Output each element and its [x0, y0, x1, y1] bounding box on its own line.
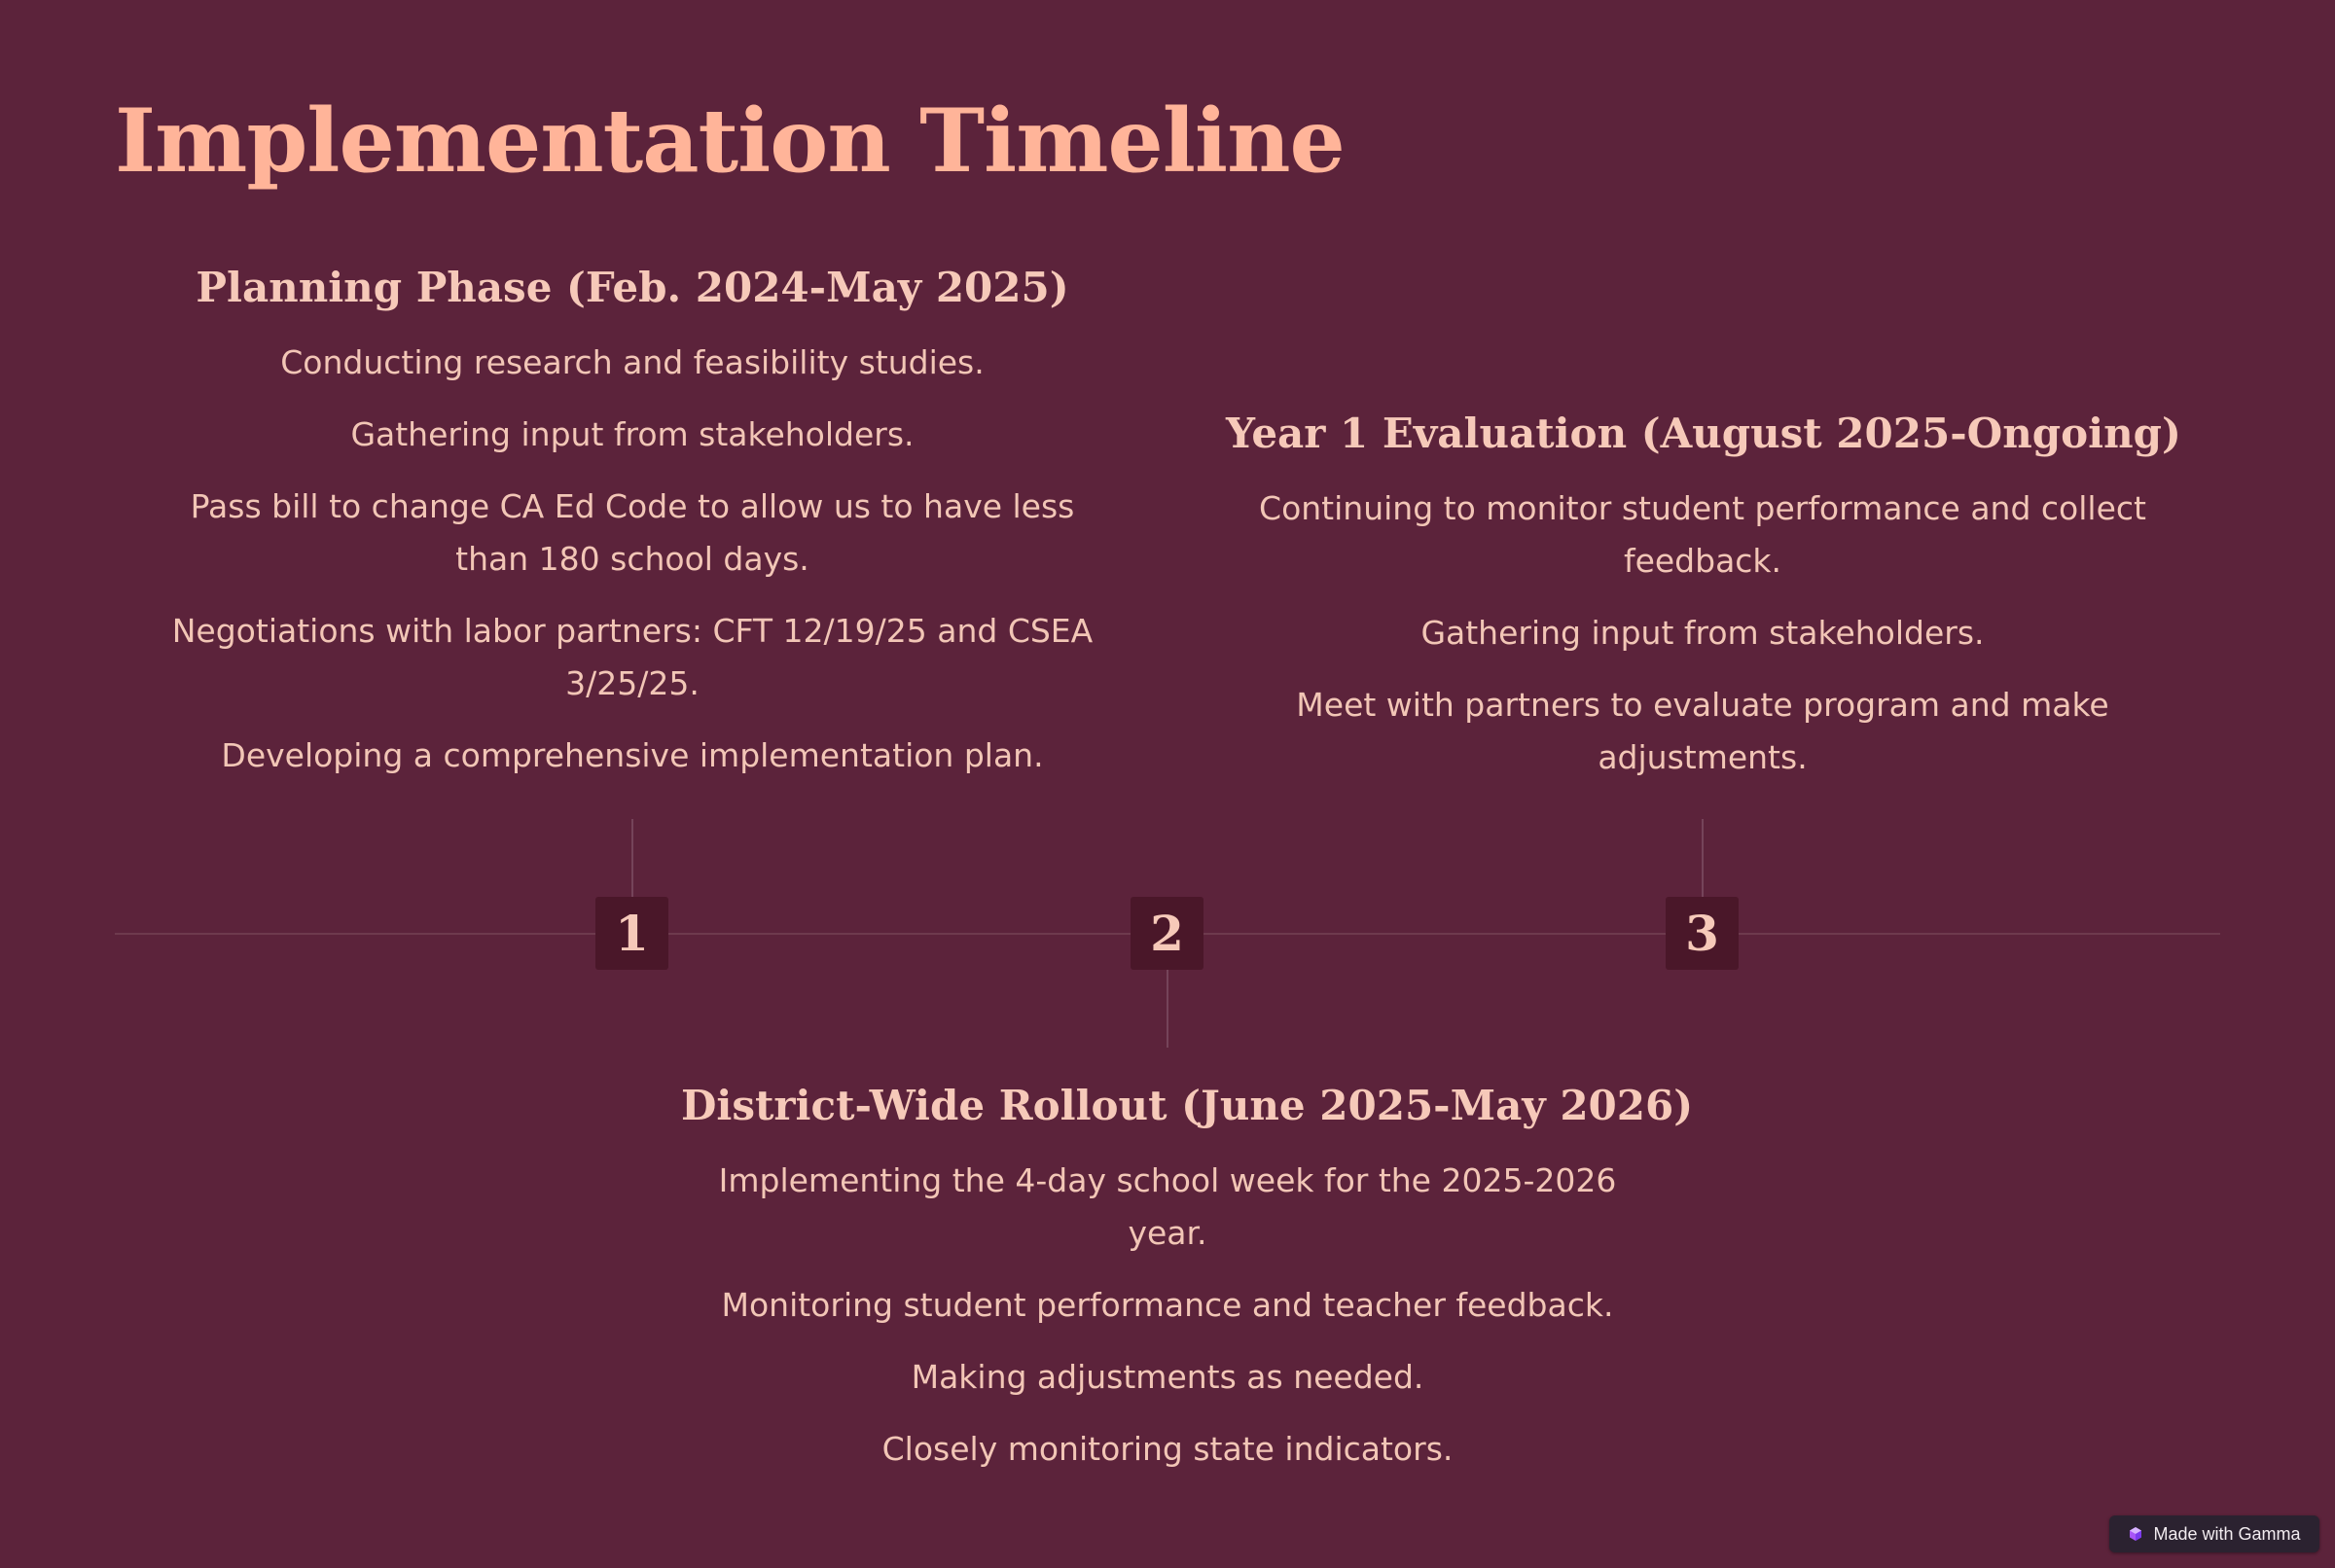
- badge-label: Made with Gamma: [2153, 1523, 2301, 1544]
- phase-heading: Year 1 Evaluation (August 2025-Ongoing): [1226, 410, 2181, 457]
- phase-item: Gathering input from stakeholders.: [1420, 614, 1985, 652]
- phase-rollout: [681, 1077, 1694, 1495]
- phase-item: Closely monitoring state indicators.: [881, 1430, 1454, 1468]
- phase-item: Meet with partners to evaluate program and make adjustments.: [1296, 686, 2109, 776]
- step-marker-2: 2: [1131, 897, 1203, 970]
- phase-item: Negotiations with labor partners: CFT 12/19/25 and CSEA 3/25/25.: [171, 612, 1094, 702]
- connector-2: [1167, 970, 1168, 1048]
- phase-item: Implementing the 4-day school week for the 2025-2026 year.: [718, 1161, 1617, 1252]
- phase-item: Continuing to monitor student performance and collect feedback.: [1259, 489, 2146, 580]
- step-marker-3: 3: [1666, 897, 1739, 970]
- phase-item: Making adjustments as needed.: [911, 1358, 1424, 1396]
- phase-item: Conducting research and feasibility studies.: [280, 343, 985, 381]
- phase-item: Gathering input from stakeholders.: [350, 415, 915, 453]
- gamma-logo-icon: [2128, 1526, 2143, 1542]
- connector-3: [1702, 819, 1704, 897]
- phase-item: Developing a comprehensive implementation plan.: [221, 736, 1044, 774]
- connector-1: [631, 819, 633, 897]
- phase-heading: District-Wide Rollout (June 2025-May 2026): [681, 1082, 1694, 1129]
- phase-planning: [156, 259, 1109, 802]
- phase-heading: Planning Phase (Feb. 2024-May 2025): [196, 264, 1069, 311]
- phase-item: Pass bill to change CA Ed Code to allow us to have less than 180 school days.: [190, 487, 1075, 578]
- step-marker-1: 1: [595, 897, 668, 970]
- made-with-gamma-badge[interactable]: [2109, 1515, 2319, 1552]
- phase-evaluation: [1226, 405, 2179, 803]
- page-title: Implementation Timeline: [115, 89, 1345, 193]
- phase-item: Monitoring student performance and teacher feedback.: [721, 1286, 1614, 1324]
